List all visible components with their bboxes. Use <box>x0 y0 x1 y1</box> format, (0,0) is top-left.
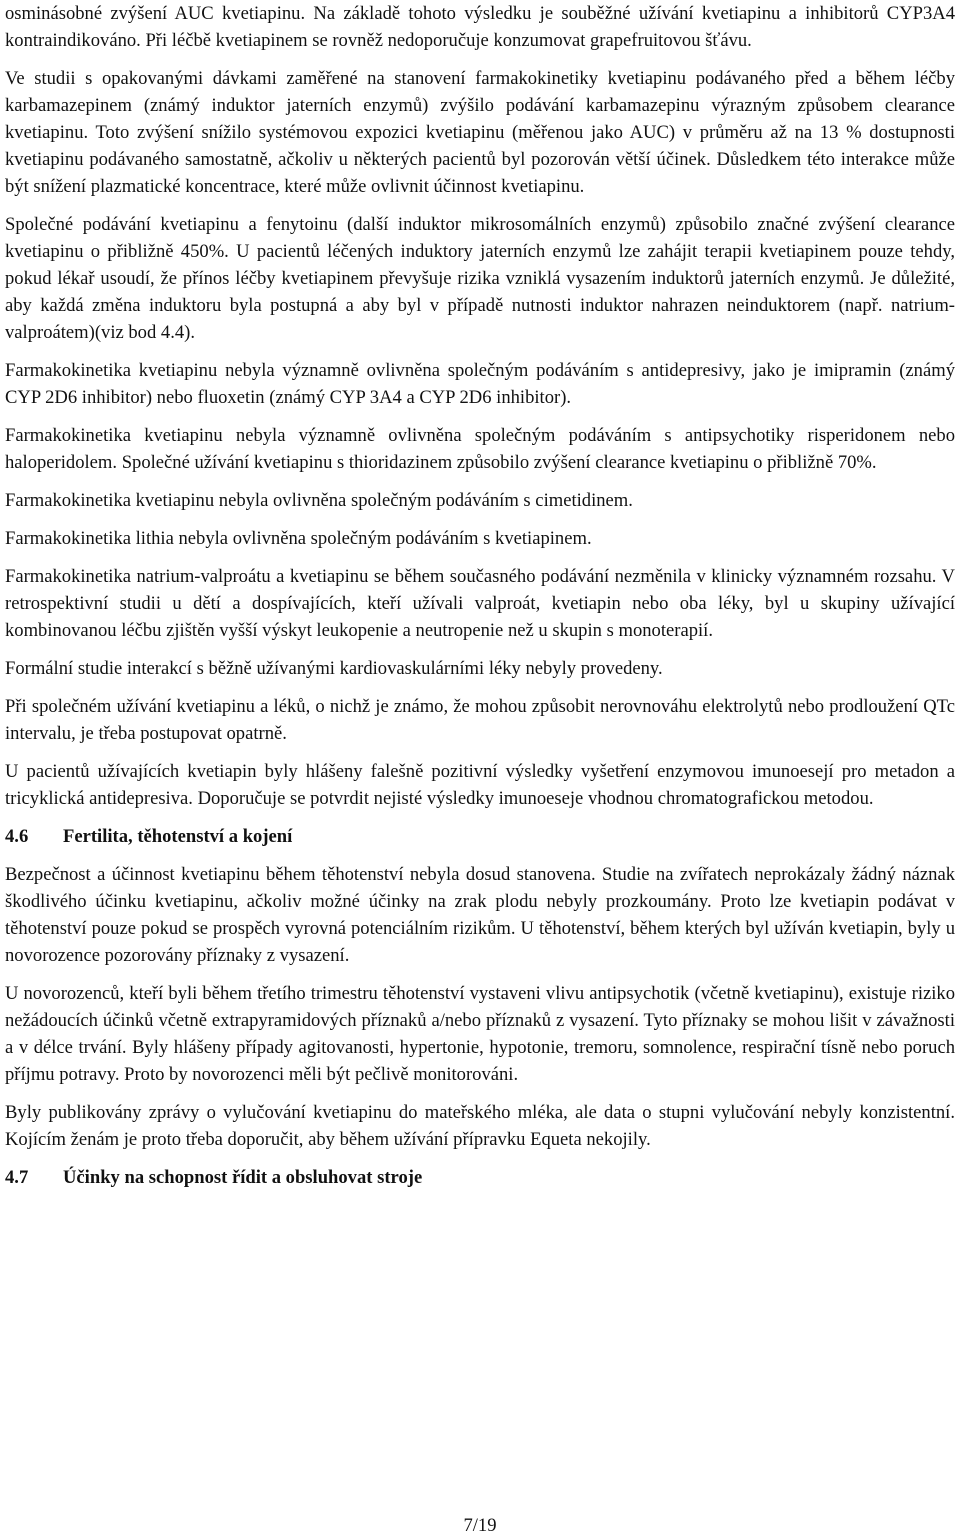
paragraph-pregnancy-safety: Bezpečnost a účinnost kvetiapinu během těhotenství nebyla dosud stanovena. Studie na zvířatech neprokázaly žádný náznak škodlivého účinku kvetiapinu, ačkoliv možné účinky na zrak plodu nebyly prozkoumány. Proto lze kvetiapin podávat v těhotenství pouze pokud se prospěch vyrovná potenciálním rizikům. U těhotenství, během kterých byl užíván kvetiapin, byly u novorozence pozorovány příznaky z vysazení. <box>5 864 955 966</box>
document-page <box>5 0 955 1191</box>
paragraph-qtc: Při společném užívání kvetiapinu a léků, o nichž je známo, že mohou způsobit nerovnováhu elektrolytů nebo prodloužení QTc intervalu, je třeba postupovat opatrně. <box>5 696 955 744</box>
section-number: 4.7 <box>5 1167 29 1188</box>
paragraph-immunoassay: U pacientů užívajících kvetiapin byly hlášeny falešně pozitivní výsledky vyšetření enzymovou imunoesejí pro metadon a tricyklická antidepresiva. Doporučuje se potvrdit nejisté výsledky imunoeseje vhodnou chromatografickou metodou. <box>5 761 955 809</box>
paragraph-valproate: Farmakokinetika natrium-valproátu a kvetiapinu se během současného podávání nezměnila v klinicky významném rozsahu. V retrospektivní studii u dětí a dospívajících, kteří užívali valproát, kvetiapin nebo oba léky, byl u skupiny užívající kombinovanou léčbu zjištěn vyšší výskyt leukopenie a neutropenie než u skupin s monoterapií. <box>5 566 955 641</box>
paragraph-lithium: Farmakokinetika lithia nebyla ovlivněna společným podáváním s kvetiapinem. <box>5 528 592 549</box>
paragraph-carbamazepine: Ve studii s opakovanými dávkami zaměřené na stanovení farmakokinetiky kvetiapinu podávaného před a během léčby karbamazepinem (známý induktor jaterních enzymů) zvýšilo podávání karbamazepinu výrazným způsobem clearance kvetiapinu. Toto zvýšení snížilo systémovou expozici kvetiapinu (měřenou jako AUC) v průměru až na 13 % dostupnosti kvetiapinu podávaného samostatně, ačkoliv u některých pacientů byl pozorován větší účinek. Důsledkem této interakce může být snížení plazmatické koncentrace, které může ovlivnit účinnost kvetiapinu. <box>5 68 955 197</box>
paragraph-newborn-risk: U novorozenců, kteří byli během třetího trimestru těhotenství vystaveni vlivu antipsychotik (včetně kvetiapinu), existuje riziko nežádoucích účinků včetně extrapyramidových příznaků a/nebo příznaků z vysazení. Tyto příznaky se mohou lišit v závažnosti a v délce trvání. Byly hlášeny případy agitovanosti, hypertonie, hypotonie, tremoru, somnolence, respirační tísně nebo poruch příjmu potravy. Proto by novorozenci měli být pečlivě monitorováni. <box>5 983 955 1085</box>
section-heading-4-7 <box>5 1164 955 1191</box>
section-title: Účinky na schopnost řídit a obsluhovat stroje <box>63 1167 423 1188</box>
paragraph-breastfeeding: Byly publikovány zprávy o vylučování kvetiapinu do mateřského mléka, ale data o stupni vylučování nebyly konzistentní. Kojícím ženám je proto třeba doporučit, aby během užívání přípravku Equeta nekojily. <box>5 1102 955 1150</box>
section-title: Fertilita, těhotenství a kojení <box>63 826 293 847</box>
paragraph-cimetidine: Farmakokinetika kvetiapinu nebyla ovlivněna společným podáváním s cimetidinem. <box>5 490 633 511</box>
paragraph-antipsychotics: Farmakokinetika kvetiapinu nebyla významně ovlivněna společným podáváním s antipsychotiky risperidonem nebo haloperidolem. Společné užívání kvetiapinu s thioridazinem způsobilo zvýšení clearance kvetiapinu o přibližně 70%. <box>5 425 955 473</box>
paragraph-cyp3a4-continuation: osminásobné zvýšení AUC kvetiapinu. Na základě tohoto výsledku je souběžné užívání kvetiapinu a inhibitorů CYP3A4 kontraindikováno. Při léčbě kvetiapinem se rovněž nedoporučuje konzumovat grapefruitovou šťávu. <box>5 3 955 51</box>
section-number: 4.6 <box>5 826 29 847</box>
page-number: 7/19 <box>463 1515 497 1536</box>
paragraph-cardiovascular: Formální studie interakcí s běžně užívanými kardiovaskulárními léky nebyly provedeny. <box>5 658 663 679</box>
paragraph-phenytoin: Společné podávání kvetiapinu a fenytoinu (další induktor mikrosomálních enzymů) způsobilo značné zvýšení clearance kvetiapinu o přibližně 450%. U pacientů léčených induktory jaterních enzymů lze zahájit terapii kvetiapinem pouze tehdy, pokud lékař usoudí, že přínos léčby kvetiapinem převyšuje rizika vzniklá vysazením induktorů jaterních enzymů. Je důležité, aby každá změna induktoru byla postupná a aby byl v případě nutnosti induktor nahrazen neinduktorem (např. natrium-valproátem)(viz bod 4.4). <box>5 214 955 343</box>
section-heading-4-6 <box>5 823 955 850</box>
paragraph-antidepressants: Farmakokinetika kvetiapinu nebyla významně ovlivněna společným podáváním s antidepresivy, jako je imipramin (známý CYP 2D6 inhibitor) nebo fluoxetin (známý CYP 3A4 a CYP 2D6 inhibitor). <box>5 360 955 408</box>
